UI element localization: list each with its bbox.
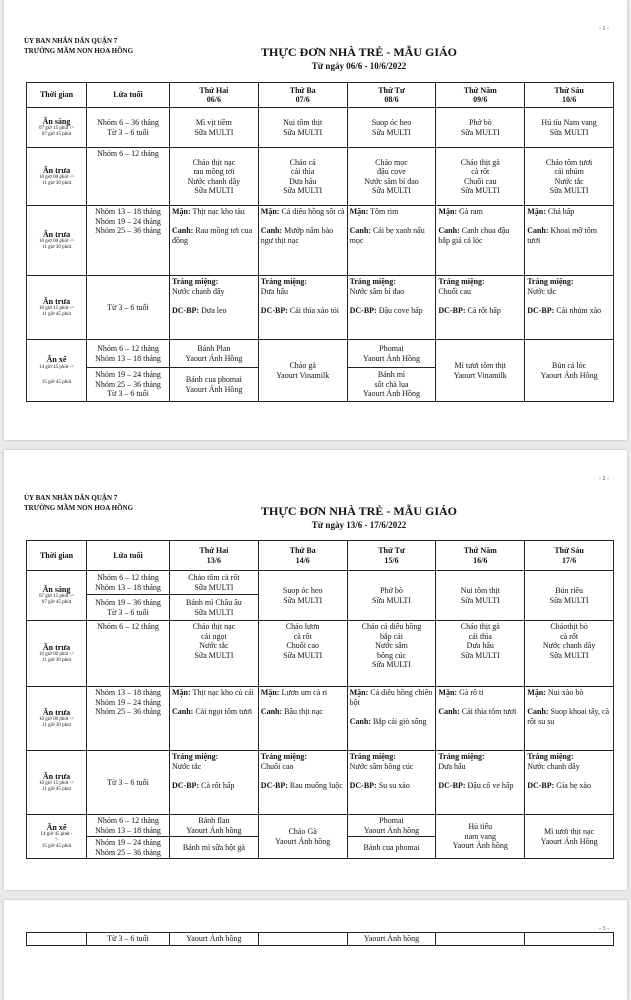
- dish-cell: Suop óc heo Sữa MULTI: [258, 571, 347, 621]
- dish-cell: Mặn: Tôm rim Canh: Cải bẹ xanh nấu mọc: [347, 206, 436, 276]
- dish-cell: Mặn: Chả hấp Canh: Khoai mỡ tôm tươi: [525, 206, 614, 276]
- snack-row-a: [27, 340, 614, 368]
- dish-cell: Phở bò Sữa MULTI: [347, 571, 436, 621]
- dish-cell: Cháo thịt nạc rau mồng tơi Nước chanh dây Sữa MULTI: [170, 148, 259, 206]
- dish-cell: Cháo mọc đậu cove Nước sâm bí đao Sữa MULTI: [347, 148, 436, 206]
- dish-cell: Tráng miệng: Nước chanh dây DC-BP: Dưa leo: [170, 276, 259, 340]
- meal-label: Ăn xế 14 giờ 45 phút - > 15 giờ 45 phút: [27, 815, 87, 859]
- dish-cell: Tráng miệng: Dưa hấu DC-BP: Cải thìa xào tỏi: [258, 276, 347, 340]
- organization-header: [24, 493, 133, 513]
- dish-cell: Cháo cá diêu hồng bắp cải Nước sâm bông cúc Sữa MULTI: [347, 621, 436, 687]
- lunch-toddler-row: [27, 687, 614, 751]
- dish-cell: Bánh flan Yaourt Ánh hồng: [170, 815, 259, 837]
- header-age: Lứa tuổi: [87, 83, 170, 108]
- age-group: Nhóm 19 – 36 tháng Từ 3 – 6 tuổi: [87, 595, 170, 621]
- meal-label: Ăn trưa 10 giờ 15 phút -> 11 giờ 45 phút: [27, 276, 87, 340]
- org-line-1: ỦY BAN NHÂN DÂN QUẬN 7: [24, 37, 118, 45]
- title-text: THỰC ĐƠN NHÀ TRẺ - MẪU GIÁO: [260, 45, 457, 59]
- date-range: Từ ngày 13/6 - 17/6/2022: [311, 520, 407, 530]
- age-group: Nhóm 6 – 12 tháng: [87, 148, 170, 206]
- org-line-2: TRƯỜNG MẦM NON HOA HỒNG: [24, 47, 134, 55]
- dish-cell: Nui tôm thịt Sữa MULTI: [436, 571, 525, 621]
- age-group: Nhóm 6 – 12 tháng Nhóm 13 – 18 tháng: [87, 815, 170, 837]
- dish-cell: Cháo lươn cà rốt Chuối cao Sữa MULTI: [258, 621, 347, 687]
- page-number: - 2 -: [599, 476, 609, 482]
- org-line-1: ỦY BAN NHÂN DÂN QUẬN 7: [24, 494, 118, 502]
- table-row: [27, 933, 614, 946]
- dish-cell: Mì tươi tôm thịt Yaourt Vinamilk: [436, 340, 525, 402]
- meal-label: Ăn trưa 10 giờ 00 phút -> 11 giờ 30 phút: [27, 148, 87, 206]
- breakfast-row: [27, 108, 614, 148]
- dish-cell: Hủ tíu Nam vang Sữa MULTI: [525, 108, 614, 148]
- dish-cell: Nui tôm thịt Sữa MULTI: [258, 108, 347, 148]
- meal-label: Ăn trưa 10 giờ 00 phút -> 11 giờ 30 phút: [27, 687, 87, 751]
- lunch-kindergarten-row: [27, 751, 614, 815]
- age-group: Nhóm 6 – 12 tháng: [87, 621, 170, 687]
- header-day: Thứ Hai 06/6: [170, 83, 259, 108]
- dish-cell: Cháo tôm tươi cải nhúm Nước tắc Sữa MULTI: [525, 148, 614, 206]
- age-group: Từ 3 – 6 tuổi: [87, 933, 170, 946]
- header-day: Thứ Năm 16/6: [436, 541, 525, 571]
- header-day: Thứ Sáu 10/6: [525, 83, 614, 108]
- dish-cell: Mặn: Thịt nạc kho củ cải Canh: Cải ngọt tôm tươi: [170, 687, 259, 751]
- dish-cell: Bún cá lóc Yaourt Ánh Hồng: [525, 340, 614, 402]
- meal-label: Ăn xế 14 giờ 45 phút -> 15 giờ 45 phút: [27, 340, 87, 402]
- dish-cell: Cháo thịt gà cà rốt Chuối cau Sữa MULTI: [436, 148, 525, 206]
- menu-title: [224, 45, 494, 72]
- meal-label: Ăn trưa 10 giờ 00 phút -> 11 giờ 30 phút: [27, 206, 87, 276]
- dish-cell: Yaourt Ánh hồng: [347, 933, 436, 946]
- dish-cell: Suop óc heo Sữa MULTI: [347, 108, 436, 148]
- lunch-infant-row: [27, 148, 614, 206]
- dish-cell: Bánh Plan Yaourt Ánh Hồng: [170, 340, 259, 368]
- dish-cell: Cháo thịt nạc cải ngọt Nước tắc Sữa MULTI: [170, 621, 259, 687]
- dish-cell: Bánh mì sốt chà lụa Yaourt Ánh Hồng: [347, 368, 436, 402]
- org-line-2: TRƯỜNG MẦM NON HOA HỒNG: [24, 504, 134, 512]
- header-day: Thứ Năm 09/6: [436, 83, 525, 108]
- dish-cell: Phomai Yaourt Ánh hồng: [347, 815, 436, 837]
- header-day: Thứ Sáu 17/6: [525, 541, 614, 571]
- age-group: Nhóm 19 – 24 tháng Nhóm 25 – 36 tháng: [87, 837, 170, 859]
- header-row: [27, 541, 614, 571]
- menu-title: [224, 504, 494, 531]
- dish-cell: Mặn: Cá diêu hồng sốt cà Canh: Mướp nấm bào ngư thịt nạc: [258, 206, 347, 276]
- age-group: Từ 3 – 6 tuổi: [87, 751, 170, 815]
- dish-cell: Tráng miệng: Nước tắc DC-BP: Cải nhúm xào: [525, 276, 614, 340]
- menu-table: [26, 932, 614, 946]
- meal-label: Ăn trưa 10 giờ 15 phút -> 11 giờ 45 phút: [27, 751, 87, 815]
- meal-label: Ăn sáng 07 giờ 15 phút -> 07 giờ 45 phút: [27, 571, 87, 621]
- page-2: [4, 450, 627, 890]
- header-day: Thứ Tư 08/6: [347, 83, 436, 108]
- page-number: - 1 -: [599, 26, 609, 32]
- age-group: Từ 3 – 6 tuổi: [87, 276, 170, 340]
- dish-cell: Bánh cua phomai Yaourt Ánh Hồng: [170, 368, 259, 402]
- dish-cell: Tráng miệng: Dưa hấu DC-BP: Đậu cô ve hấp: [436, 751, 525, 815]
- dish-cell: Mặn: Thịt nạc kho tàu Canh: Rau mồng tơi cua đồng: [170, 206, 259, 276]
- dish-cell: Cháo cá cải thìa Dưa hấu Sữa MULTI: [258, 148, 347, 206]
- dish-cell: Bánh cua phomai: [347, 837, 436, 859]
- organization-header: [24, 36, 133, 56]
- dish-cell: Bánh mì Châu âu Sữa MULTI: [170, 595, 259, 621]
- dish-cell: Yaourt Ánh hồng: [170, 933, 259, 946]
- header-time: Thời gian: [27, 83, 87, 108]
- menu-table: [26, 82, 614, 402]
- dish-cell: Cháo tôm cà rốt Sữa MULTI: [170, 571, 259, 595]
- age-group: Nhóm 6 – 36 tháng Từ 3 – 6 tuổi: [87, 108, 170, 148]
- dish-cell: Cháo Gà Yaourt Ánh hồng: [258, 815, 347, 859]
- dish-cell: Phở bò Sữa MULTI: [436, 108, 525, 148]
- dish-cell: Mặn: Gà ram Canh: Canh chua đậu bắp giá cá lóc: [436, 206, 525, 276]
- page-3: [4, 900, 627, 1000]
- title-text: THỰC ĐƠN NHÀ TRẺ - MẪU GIÁO: [260, 504, 457, 518]
- dish-cell: Bánh mì sữa hột gà: [170, 837, 259, 859]
- dish-cell: Tráng miệng: Nước tắc DC-BP: Cà rốt hấp: [170, 751, 259, 815]
- age-group: Nhóm 19 – 24 tháng Nhóm 25 – 36 tháng Từ 3 – 6 tuổi: [87, 368, 170, 402]
- empty-cell: [525, 933, 614, 946]
- dish-cell: Mặn: Gà rô ti Canh: Cải thìa tôm tươi: [436, 687, 525, 751]
- breakfast-row-a: [27, 571, 614, 595]
- page-number: - 3 -: [599, 926, 609, 932]
- dish-cell: Tráng miệng: Nước sâm bông cúc DC-BP: Su su xào: [347, 751, 436, 815]
- dish-cell: Mặn: Cá diêu hồng chiên bột Canh: Bắp cải giò sống: [347, 687, 436, 751]
- dish-cell: Cháo gà Yaourt Vinamilk: [258, 340, 347, 402]
- lunch-infant-row: [27, 621, 614, 687]
- dish-cell: Cháothịt bò cà rốt Nước chanh dây Sữa MULTI: [525, 621, 614, 687]
- dish-cell: Hủ tiếu nam vang Yaourt Ánh hồng: [436, 815, 525, 859]
- empty-cell: [27, 933, 87, 946]
- header-day: Thứ Hai 13/6: [170, 541, 259, 571]
- header-time: Thời gian: [27, 541, 87, 571]
- lunch-toddler-row: [27, 206, 614, 276]
- header-day: Thứ Tư 15/6: [347, 541, 436, 571]
- age-group: Nhóm 13 – 18 tháng Nhóm 19 – 24 tháng Nhóm 25 – 36 tháng: [87, 687, 170, 751]
- dish-cell: Cháo thịt gà cải thìa Dưa hấu Sữa MULTI: [436, 621, 525, 687]
- header-age: Lứa tuổi: [87, 541, 170, 571]
- header-day: Thứ Ba 07/6: [258, 83, 347, 108]
- dish-cell: Tráng miệng: Nước chanh dây DC-BP: Gía hẹ xào: [525, 751, 614, 815]
- dish-cell: Tráng miệng: Nước sâm bí đao DC-BP: Đậu cove hấp: [347, 276, 436, 340]
- dish-cell: Mặn: Lươn um cà ri Canh: Bầu thịt nạc: [258, 687, 347, 751]
- page-1: [4, 0, 627, 440]
- dish-cell: Bún riêu Sữa MULTI: [525, 571, 614, 621]
- age-group: Nhóm 6 – 12 tháng Nhóm 13 – 18 tháng: [87, 340, 170, 368]
- age-group: Nhóm 13 – 18 tháng Nhóm 19 – 24 tháng Nhóm 25 – 36 tháng: [87, 206, 170, 276]
- empty-cell: [436, 933, 525, 946]
- date-range: Từ ngày 06/6 - 10/6/2022: [311, 61, 407, 71]
- dish-cell: Phomai Yaourt Ánh Hồng: [347, 340, 436, 368]
- dish-cell: Tráng miệng: Chuối cao DC-BP: Rau muống luộc: [258, 751, 347, 815]
- header-row: [27, 83, 614, 108]
- dish-cell: Mặn: Nui xào bò Canh: Suop khoai tây, cà rốt su su: [525, 687, 614, 751]
- dish-cell: Mì vịt tiềm Sữa MULTI: [170, 108, 259, 148]
- lunch-kindergarten-row: [27, 276, 614, 340]
- snack-row-a: [27, 815, 614, 837]
- meal-label: Ăn trưa 10 giờ 00 phút -> 11 giờ 30 phút: [27, 621, 87, 687]
- menu-table: [26, 540, 614, 859]
- empty-cell: [258, 933, 347, 946]
- header-day: Thứ Ba 14/6: [258, 541, 347, 571]
- meal-label: Ăn sáng 07 giờ 15 phút -> 07 giờ 45 phút: [27, 108, 87, 148]
- age-group: Nhóm 6 – 12 tháng Nhóm 13 – 18 tháng: [87, 571, 170, 595]
- dish-cell: Mì tươi thịt nạc Yaourt Ánh Hồng: [525, 815, 614, 859]
- dish-cell: Tráng miệng: Chuối cau DC-BP: Cà rốt hấp: [436, 276, 525, 340]
